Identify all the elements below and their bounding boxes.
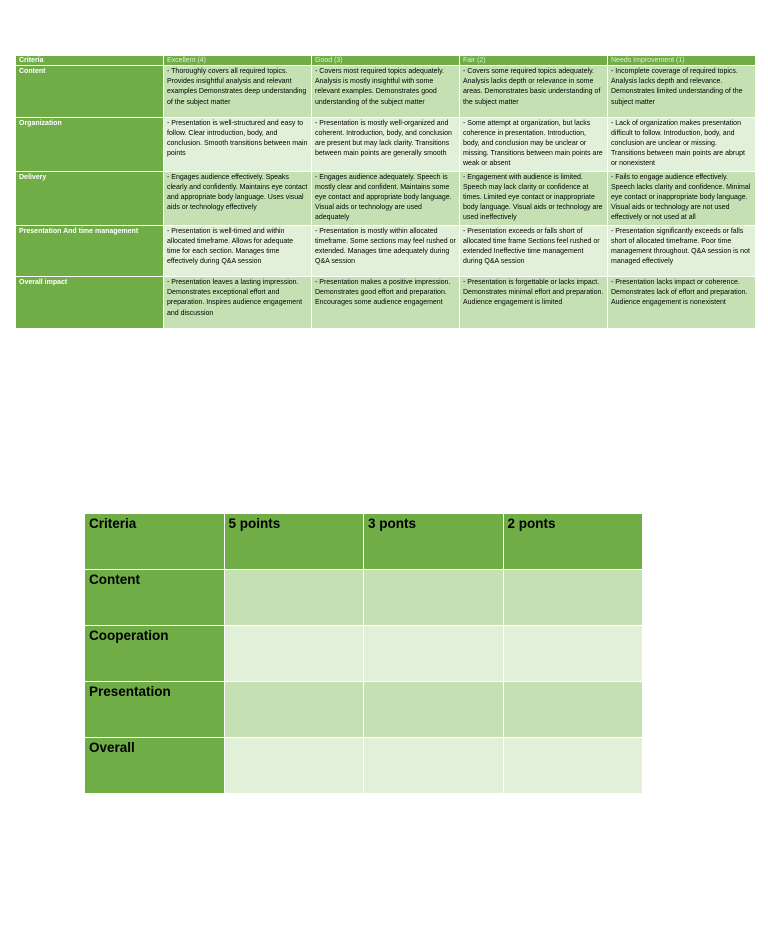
rubric-cell: - Presentation is mostly within allocated timeframe. Some sections may feel rushed or extended. Manages time adequately during Q&A session <box>312 225 460 277</box>
scoring-cell[interactable] <box>503 682 643 738</box>
rubric-header-criteria: Criteria <box>16 56 164 66</box>
scoring-cell[interactable] <box>364 626 504 682</box>
table-row <box>16 117 756 171</box>
table-row <box>16 277 756 329</box>
rubric-cell: - Presentation leaves a lasting impression. Demonstrates exceptional effort and preparation. Inspires audience engagement and discussion <box>164 277 312 329</box>
rubric-cell: - Incomplete coverage of required topics. Analysis lacks depth and relevance. Demonstrates limited understanding of the subject matter <box>608 66 756 118</box>
table-row <box>16 171 756 225</box>
table-row <box>85 570 643 626</box>
rubric-cell: - Some attempt at organization, but lacks coherence in presentation. Introduction, body, and conclusion may be unclear or missing. Transitions between main points are weak or absent <box>460 117 608 171</box>
scoring-cell[interactable] <box>503 626 643 682</box>
scoring-criterion: Content <box>85 570 225 626</box>
rubric-header-row <box>16 56 756 66</box>
scoring-header-2-points: 2 ponts <box>503 514 643 570</box>
scoring-table <box>84 513 643 794</box>
rubric-cell: - Engagement with audience is limited. Speech may lack clarity or confidence at times. Limited eye contact or inappropriate body language. Visual aids or technology are used ineffectively <box>460 171 608 225</box>
scoring-cell[interactable] <box>224 570 364 626</box>
rubric-cell: - Fails to engage audience effectively. Speech lacks clarity and confidence. Minimal eye contact or inappropriate body language. Visual aids or technology are not used effectively or not used at all <box>608 171 756 225</box>
rubric-header-excellent: Excellent (4) <box>164 56 312 66</box>
scoring-cell[interactable] <box>224 626 364 682</box>
rubric-header-needs-improvement: Needs Improvement (1) <box>608 56 756 66</box>
rubric-cell: - Covers some required topics adequately. Analysis lacks depth or relevance in some areas. Demonstrates basic understanding of the subject matter <box>460 66 608 118</box>
table-row <box>16 225 756 277</box>
rubric-header-good: Good (3) <box>312 56 460 66</box>
table-row <box>85 626 643 682</box>
rubric-cell: - Presentation is mostly well-organized and coherent. Introduction, body, and conclusion are present but may lack clarity. Transitions between main points are generally smooth <box>312 117 460 171</box>
scoring-criterion: Overall <box>85 738 225 794</box>
rubric-cell: - Engages audience adequately. Speech is mostly clear and confident. Maintains some eye contact and appropriate body language. Visual aids or technology are used adequately <box>312 171 460 225</box>
scoring-cell[interactable] <box>364 682 504 738</box>
rubric-header-fair: Fair (2) <box>460 56 608 66</box>
scoring-cell[interactable] <box>224 738 364 794</box>
scoring-cell[interactable] <box>224 682 364 738</box>
scoring-cell[interactable] <box>364 738 504 794</box>
rubric-cell: - Presentation is well-structured and easy to follow. Clear introduction, body, and conclusion. Smooth transitions between main points <box>164 117 312 171</box>
rubric-cell: - Presentation makes a positive impression. Demonstrates good effort and preparation. Encourages some audience engagement <box>312 277 460 329</box>
rubric-cell: - Lack of organization makes presentation difficult to follow. Introduction, body, and conclusion are unclear or missing. Transitions between main points are abrupt or nonexistent <box>608 117 756 171</box>
scoring-header-3-points: 3 ponts <box>364 514 504 570</box>
table-row <box>16 66 756 118</box>
rubric-cell: - Presentation exceeds or falls short of allocated time frame Sections feel rushed or extended Ineffective time management during Q&A session <box>460 225 608 277</box>
rubric-table <box>15 55 756 329</box>
scoring-cell[interactable] <box>364 570 504 626</box>
rubric-cell: - Engages audience effectively. Speaks clearly and confidently. Maintains eye contact and appropriate body language. Uses visual aids or technology effectively <box>164 171 312 225</box>
rubric-cell: - Presentation significantly exceeds or falls short of allocated timeframe. Poor time management throughout. Q&A session is not managed effectively <box>608 225 756 277</box>
rubric-criterion: Content <box>16 66 164 118</box>
rubric-criterion: Presentation And time management <box>16 225 164 277</box>
rubric-cell: - Presentation is well-timed and within allocated timeframe. Allows for adequate time for each section. Manages time effectively during Q&A session <box>164 225 312 277</box>
scoring-header-5-points: 5 points <box>224 514 364 570</box>
rubric-criterion: Overall impact <box>16 277 164 329</box>
rubric-cell: - Thoroughly covers all required topics. Provides insightful analysis and relevant examples Demonstrates deep understanding of the subject matter <box>164 66 312 118</box>
table-row <box>85 682 643 738</box>
scoring-header-row <box>85 514 643 570</box>
scoring-criterion: Presentation <box>85 682 225 738</box>
rubric-cell: - Presentation is forgettable or lacks impact. Demonstrates minimal effort and preparation. Audience engagement is limited <box>460 277 608 329</box>
rubric-criterion: Organization <box>16 117 164 171</box>
scoring-criterion: Cooperation <box>85 626 225 682</box>
rubric-criterion: Delivery <box>16 171 164 225</box>
scoring-cell[interactable] <box>503 738 643 794</box>
scoring-header-criteria: Criteria <box>85 514 225 570</box>
rubric-cell: - Covers most required topics adequately. Analysis is mostly insightful with some relevant examples. Demonstrates good understanding of the subject matter <box>312 66 460 118</box>
scoring-cell[interactable] <box>503 570 643 626</box>
rubric-cell: - Presentation lacks impact or coherence. Demonstrates lack of effort and preparation. Audience engagement is nonexistent <box>608 277 756 329</box>
table-row <box>85 738 643 794</box>
